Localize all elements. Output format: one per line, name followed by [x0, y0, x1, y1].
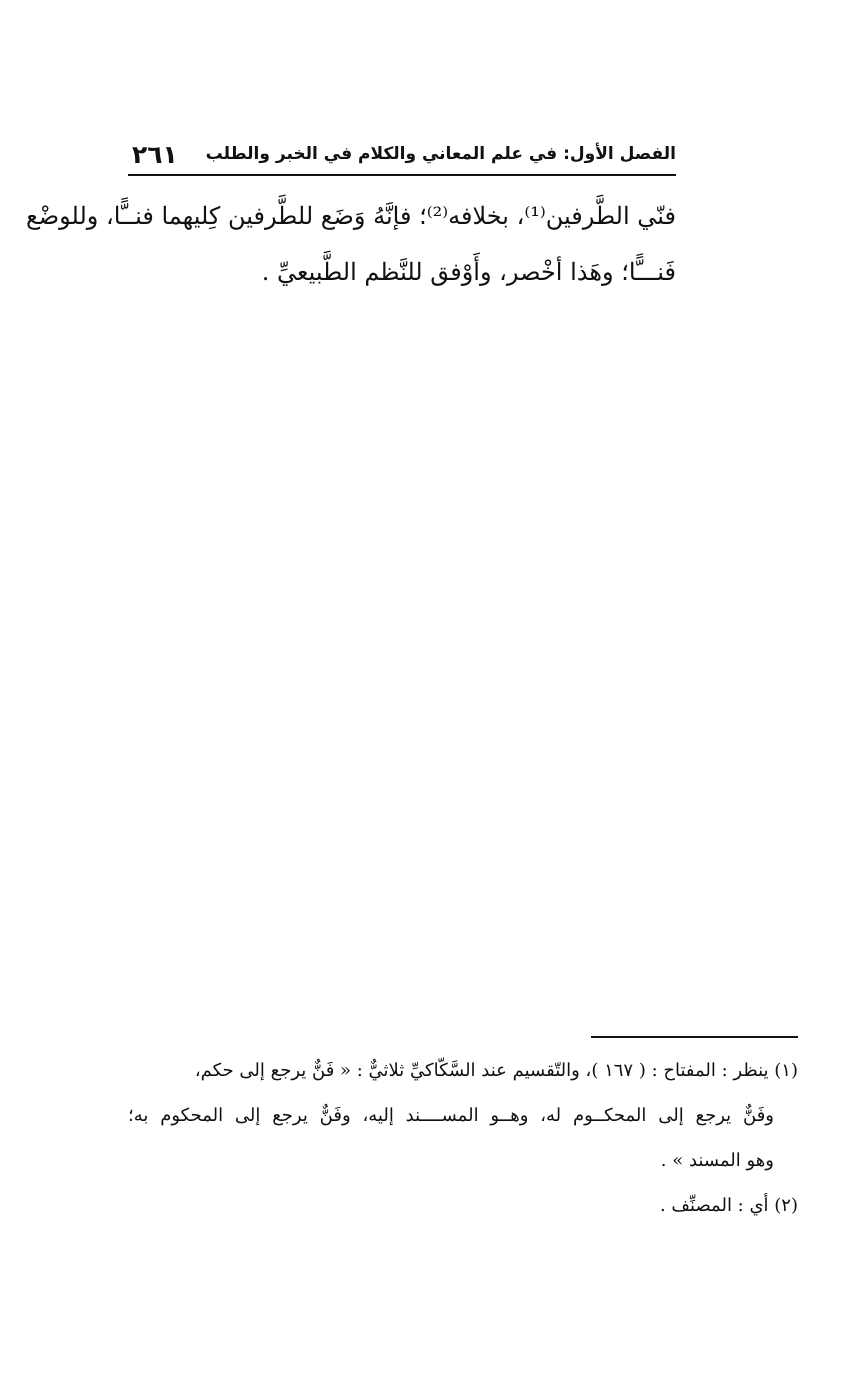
footnotes [128, 1048, 798, 1228]
main-text [25, 188, 676, 300]
running-header [128, 140, 676, 176]
footnote-2-line: (٢) أي : المصنِّف . [659, 1195, 798, 1216]
footnote-1-line: (١) ينظر : المفتاح : ( ١٦٧ )، والتّقسيم عند السَّكّاكيِّ ثلاثيٌّ : « فَنٌّ يرجع إلى حكم، [194, 1060, 798, 1081]
page-number: ٢٦١ [132, 140, 178, 169]
text-line: فَنـــًّا؛ وهَذا أخْصر، وأَوْفق للنَّظم الطَّبيعيِّ . [261, 258, 676, 286]
footnote-1-line: وفَنٌّ يرجع إلى المحكــوم له، وهــو المســــند إليه، وفَنٌّ يرجع إلى المحكوم به؛ [128, 1105, 774, 1126]
text-line: فنّي الطَّرفين⁽¹⁾، بخلافه⁽²⁾؛ فإنَّهُ وَضَع للطَّرفين كِليهما فنــًّا، وللوضْع [25, 202, 676, 230]
footnote-1-line: وهو المسند » . [660, 1150, 774, 1171]
footnote-separator [591, 1036, 798, 1038]
chapter-title: الفصل الأول: في علم المعاني والكلام في الخبر والطلب [205, 144, 676, 164]
